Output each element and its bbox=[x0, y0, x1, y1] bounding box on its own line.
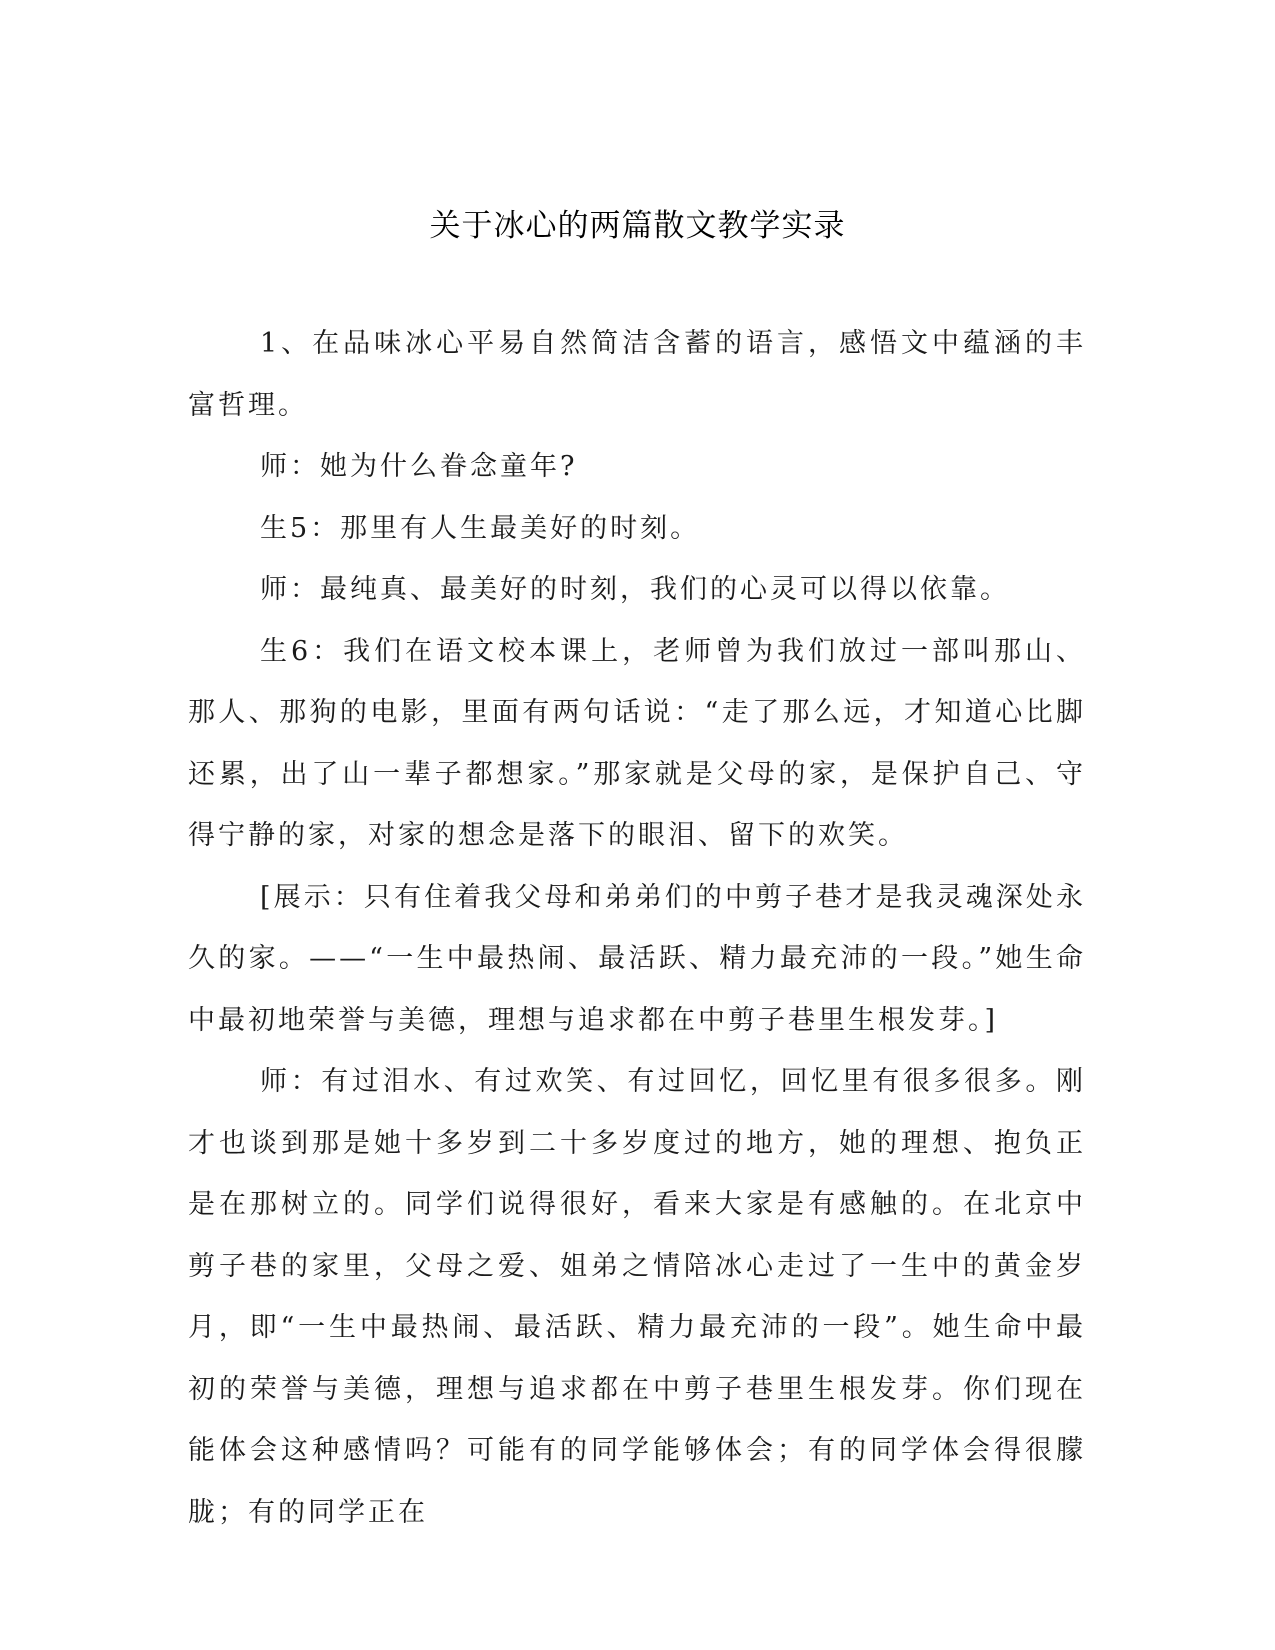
paragraph-student-5: 生5：那里有人生最美好的时刻。 bbox=[260, 512, 701, 544]
paragraph-display: [展示：只有住着我父母和弟弟们的中剪子巷才是我灵魂深处永久的家。——“一生中最热闹、最活跃、精力最充沛的一段。”她生命中最初地荣誉与美德，理想与追求都在中剪子巷里生根发芽。] bbox=[188, 881, 1086, 1036]
paragraph-objective: 1、在品味冰心平易自然简洁含蓄的语言，感悟文中蕴涵的丰富哲理。 bbox=[188, 328, 1086, 421]
paragraph-teacher-response: 师：最纯真、最美好的时刻，我们的心灵可以得以依靠。 bbox=[260, 574, 1010, 605]
document-title: 关于冰心的两篇散文教学实录 bbox=[429, 208, 846, 244]
paragraph-teacher-summary: 师：有过泪水、有过欢笑、有过回忆，回忆里有很多很多。刚才也谈到那是她十多岁到二十多岁度过的地方，她的理想、抱负正是在那树立的。同学们说得很好，看来大家是有感触的。在北京中剪子巷的家里，父母之爱、姐弟之情陪冰心走过了一生中的黄金岁月，即“一生中最热闹、最活跃、精力最充沛的一段”。她生命中最初的荣誉与美德，理想与追求都在中剪子巷里生根发芽。你们现在能体会这种感情吗？可能有的同学能够体会；有的同学体会得很朦胧；有的同学正在 bbox=[188, 1066, 1086, 1528]
document-body bbox=[188, 313, 1086, 1543]
paragraph-teacher-question: 师：她为什么眷念童年? bbox=[260, 451, 578, 482]
paragraph-student-6: 生6：我们在语文校本课上，老师曾为我们放过一部叫那山、那人、那狗的电影，里面有两句话说：“走了那么远，才知道心比脚还累，出了山一辈子都想家。”那家就是父母的家，是保护自己、守得宁静的家，对家的想念是落下的眼泪、留下的欢笑。 bbox=[188, 635, 1086, 851]
